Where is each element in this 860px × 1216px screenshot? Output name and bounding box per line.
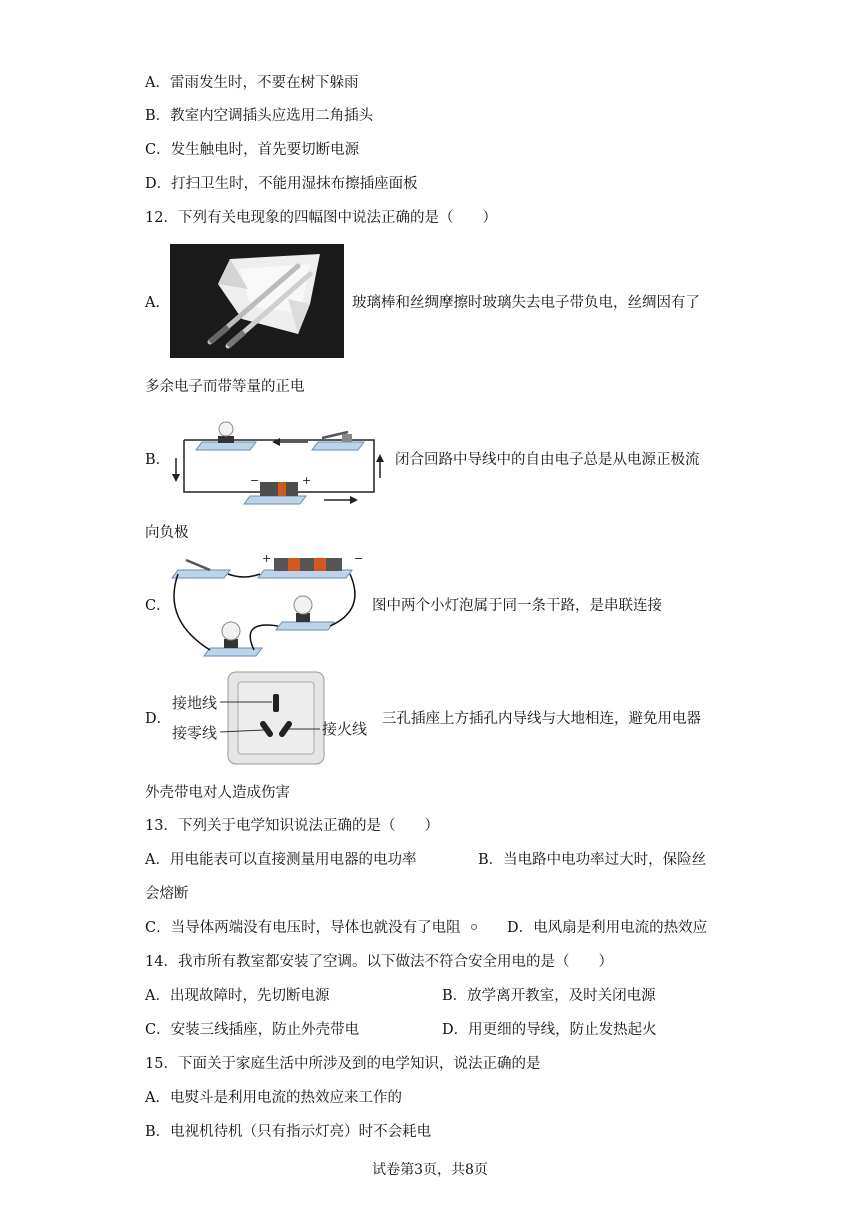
q12-stem: 12．下列有关电现象的四幅图中说法正确的是（ ）	[145, 210, 497, 226]
q11-option-c: C．发生触电时，首先要切断电源	[145, 142, 360, 158]
q14-stem: 14．我市所有教室都安装了空调。以下做法不符合安全用电的是（ ）	[145, 954, 613, 970]
battery-minus-c: −	[354, 552, 364, 565]
q12-option-c-text: 图中两个小灯泡属于同一条干路，是串联连接	[372, 598, 662, 614]
q12-option-d-text2: 外壳带电对人造成伤害	[145, 785, 290, 801]
q13-option-a: A．用电能表可以直接测量用电器的电功率	[145, 852, 417, 868]
page-footer: 试卷第3页，共8页	[372, 1162, 488, 1178]
q12-option-b-text1: 闭合回路中导线中的自由电子总是从电源正极流	[395, 452, 700, 468]
ground-wire-label: 接地线	[172, 694, 218, 712]
q13-option-d: D．电风扇是利用电流的热效应	[507, 920, 708, 936]
q12-option-c-label: C．	[145, 598, 171, 614]
q13-option-b-part1: B．当电路中电功率过大时，保险丝	[478, 852, 707, 868]
q15-stem: 15．下面关于家庭生活中所涉及到的电学知识，说法正确的是	[145, 1056, 541, 1072]
three-hole-socket-diagram	[168, 670, 378, 766]
silk-glass-rod-photo	[170, 244, 344, 358]
live-wire-label: 接火线	[322, 720, 368, 738]
q14-option-b: B．放学离开教室，及时关闭电源	[442, 988, 656, 1004]
q15-option-b: B．电视机待机（只有指示灯亮）时不会耗电	[145, 1124, 432, 1140]
q14-option-a: A．出现故障时，先切断电源	[145, 988, 330, 1004]
q13-option-c	[145, 918, 487, 938]
circuit-diagram-c	[170, 550, 364, 660]
battery-plus-b: +	[302, 474, 312, 487]
q12-option-a-label: A．	[145, 295, 170, 311]
q12-option-b-label: B．	[145, 452, 171, 468]
dot-mark	[471, 924, 477, 930]
q12-option-a-text1: 玻璃棒和丝绸摩擦时玻璃失去电子带负电，丝绸因有了	[352, 295, 700, 311]
q11-option-a: A．雷雨发生时，不要在树下躲雨	[145, 75, 359, 91]
q14-option-d: D．用更细的导线，防止发热起火	[442, 1022, 657, 1038]
q13-option-c-text: C．当导体两端没有电压时，导体也就没有了电阻	[145, 920, 461, 936]
q12-option-d-text1: 三孔插座上方插孔内导线与大地相连，避免用电器	[382, 711, 701, 727]
q12-option-b-text2: 向负极	[145, 525, 189, 541]
battery-plus-c: +	[262, 552, 272, 565]
battery-minus-b: −	[250, 474, 260, 487]
q15-option-a: A．电熨斗是利用电流的热效应来工作的	[145, 1090, 402, 1106]
q13-stem: 13．下列关于电学知识说法正确的是（ ）	[145, 818, 439, 834]
q11-option-b: B．教室内空调插头应选用二角插头	[145, 108, 374, 124]
q13-option-b-part2: 会熔断	[145, 886, 189, 902]
q12-option-a-text2: 多余电子而带等量的正电	[145, 379, 305, 395]
circuit-diagram-b	[168, 420, 380, 512]
q11-option-d: D．打扫卫生时，不能用湿抹布擦插座面板	[145, 176, 418, 192]
neutral-wire-label: 接零线	[172, 724, 218, 742]
q12-option-d-label: D．	[145, 711, 172, 727]
q14-option-c: C．安装三线插座，防止外壳带电	[145, 1022, 360, 1038]
